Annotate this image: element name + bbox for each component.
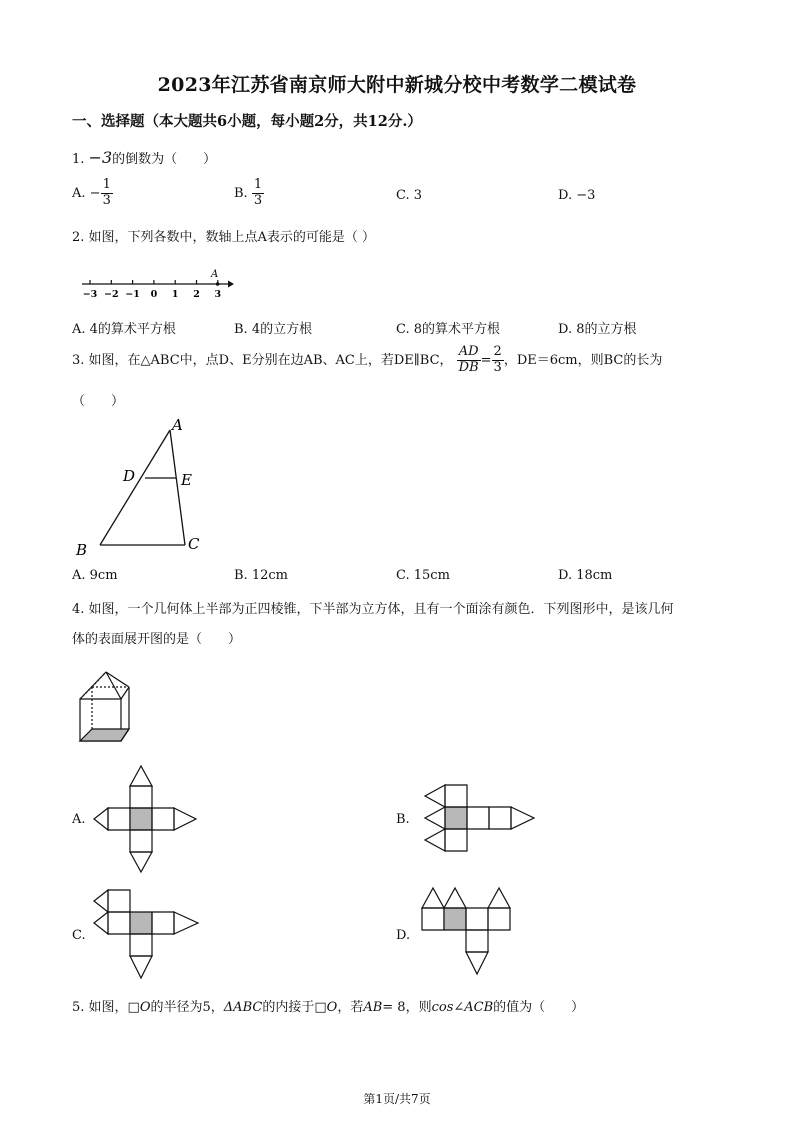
q2-option-b[interactable]: B. 4的立方根 [234, 322, 313, 337]
question-2: 2. 如图，下列各数中，数轴上点A表示的可能是（ ） [72, 230, 376, 245]
q1-text: 的倒数为（ ） [112, 152, 217, 167]
q5-text: 的半径为5， [150, 1000, 224, 1015]
q4-option-b-label[interactable]: B. [396, 812, 410, 827]
cos-expression: cos∠ACB [431, 1000, 494, 1015]
fraction [101, 178, 113, 209]
q4-option-a-label[interactable]: A. [72, 812, 86, 827]
tick-label: 3 [214, 289, 222, 300]
q5-text: 的值为（ ） [493, 1000, 585, 1015]
page-footer: 第1页/共7页 [363, 1092, 431, 1106]
point-a-dot [216, 282, 220, 286]
circle-o: O [326, 1000, 338, 1015]
net-option-b[interactable] [420, 780, 540, 860]
q3-option-b[interactable]: B. 12cm [234, 568, 288, 583]
denominator: DB [458, 359, 479, 375]
q3-option-c[interactable]: C. 15cm [396, 568, 450, 583]
tick-label: 0 [150, 289, 158, 300]
option-label: B. [234, 185, 248, 201]
question-1 [72, 148, 216, 167]
numerator: 2 [493, 344, 502, 359]
q3-ratio [457, 345, 481, 376]
numerator: AD [457, 345, 481, 361]
tick-label: −3 [82, 289, 98, 300]
side-ab [100, 430, 170, 545]
q1-expr: −3 [88, 148, 113, 167]
number-line-figure [78, 266, 238, 302]
q5-text: ，若 [337, 1000, 364, 1015]
q5-text: 的内接于 [262, 1000, 315, 1015]
pyramid-edge [106, 672, 121, 699]
point-a-label: A [211, 269, 219, 280]
q1-option-c[interactable]: C. 3 [396, 188, 423, 203]
section-heading: 一、选择题（本大题共6小题，每小题2分，共12分.） [72, 113, 422, 130]
q3-option-d[interactable]: D. 18cm [558, 568, 613, 583]
vertex-a-label: A [172, 416, 183, 434]
point-d-label: D [123, 467, 136, 485]
q1-option-d[interactable]: D. −3 [558, 188, 596, 203]
segment-ab: AB [363, 1000, 383, 1015]
q5-number: 5. 如图， [72, 1000, 128, 1015]
numerator: 1 [253, 177, 263, 192]
q5-text: ，则 [405, 1000, 432, 1015]
q4-option-d-label[interactable]: D. [396, 928, 411, 943]
tick-label: 2 [193, 289, 200, 300]
q1-option-a[interactable] [72, 178, 113, 209]
q5-eq: = 8 [382, 1000, 406, 1015]
number-line-arrow [228, 281, 234, 288]
vertex-c-label: C [188, 535, 200, 553]
circle-o: O [139, 1000, 151, 1015]
net-option-a[interactable] [92, 762, 202, 882]
net-option-d[interactable] [418, 884, 538, 984]
option-sign: − [89, 185, 101, 201]
question-4-line-1: 4. 如图，一个几何体上半部为正四棱锥，下半部为立方体，且有一个面涂有颜色．下列图形中，是该几何 [72, 602, 674, 617]
q1-option-b[interactable] [234, 178, 264, 209]
tick-label: 1 [171, 289, 179, 300]
circle-symbol: □ [314, 1000, 327, 1015]
option-label: A. [72, 185, 86, 201]
q2-option-a[interactable]: A. 4的算术平方根 [72, 322, 176, 337]
q1-number: 1. [72, 152, 85, 167]
question-5 [72, 996, 584, 1015]
page-title: 2023年江苏省南京师大附中新城分校中考数学二模试卷 [157, 74, 637, 96]
q2-option-c[interactable]: C. 8的算术平方根 [396, 322, 501, 337]
vertex-b-label: B [76, 541, 88, 559]
numerator: 1 [102, 177, 111, 192]
point-e-label: E [181, 471, 192, 489]
q2-option-d[interactable]: D. 8的立方根 [558, 322, 637, 337]
q3-text-post: ，DE＝6cm，则BC的长为 [503, 352, 663, 368]
net-option-c[interactable] [92, 882, 202, 982]
denominator: 3 [493, 359, 502, 375]
denominator: 3 [253, 192, 263, 208]
question-4-line-2: 体的表面展开图的是（ ） [72, 632, 242, 647]
question-3 [72, 345, 662, 376]
q3-ratio-value [492, 345, 504, 376]
tick-marks [83, 280, 221, 300]
solid-figure [76, 668, 136, 748]
q4-option-c-label[interactable]: C. [72, 928, 86, 943]
q3-option-a[interactable]: A. 9cm [72, 568, 118, 583]
equals: = [480, 352, 492, 368]
tick-label: −2 [104, 289, 119, 300]
denominator: 3 [102, 192, 111, 208]
triangle-figure [72, 415, 212, 560]
triangle-abc: ΔABC [223, 1000, 263, 1015]
circle-symbol: □ [127, 1000, 140, 1015]
q3-paren: （ ） [72, 394, 125, 409]
fraction [252, 178, 264, 209]
q3-text-pre: 3. 如图，在△ABC中，点D、E分别在边AB、AC上，若DE∥BC， [72, 352, 453, 368]
tick-label: −1 [125, 289, 140, 300]
pyramid-edge [106, 672, 129, 687]
